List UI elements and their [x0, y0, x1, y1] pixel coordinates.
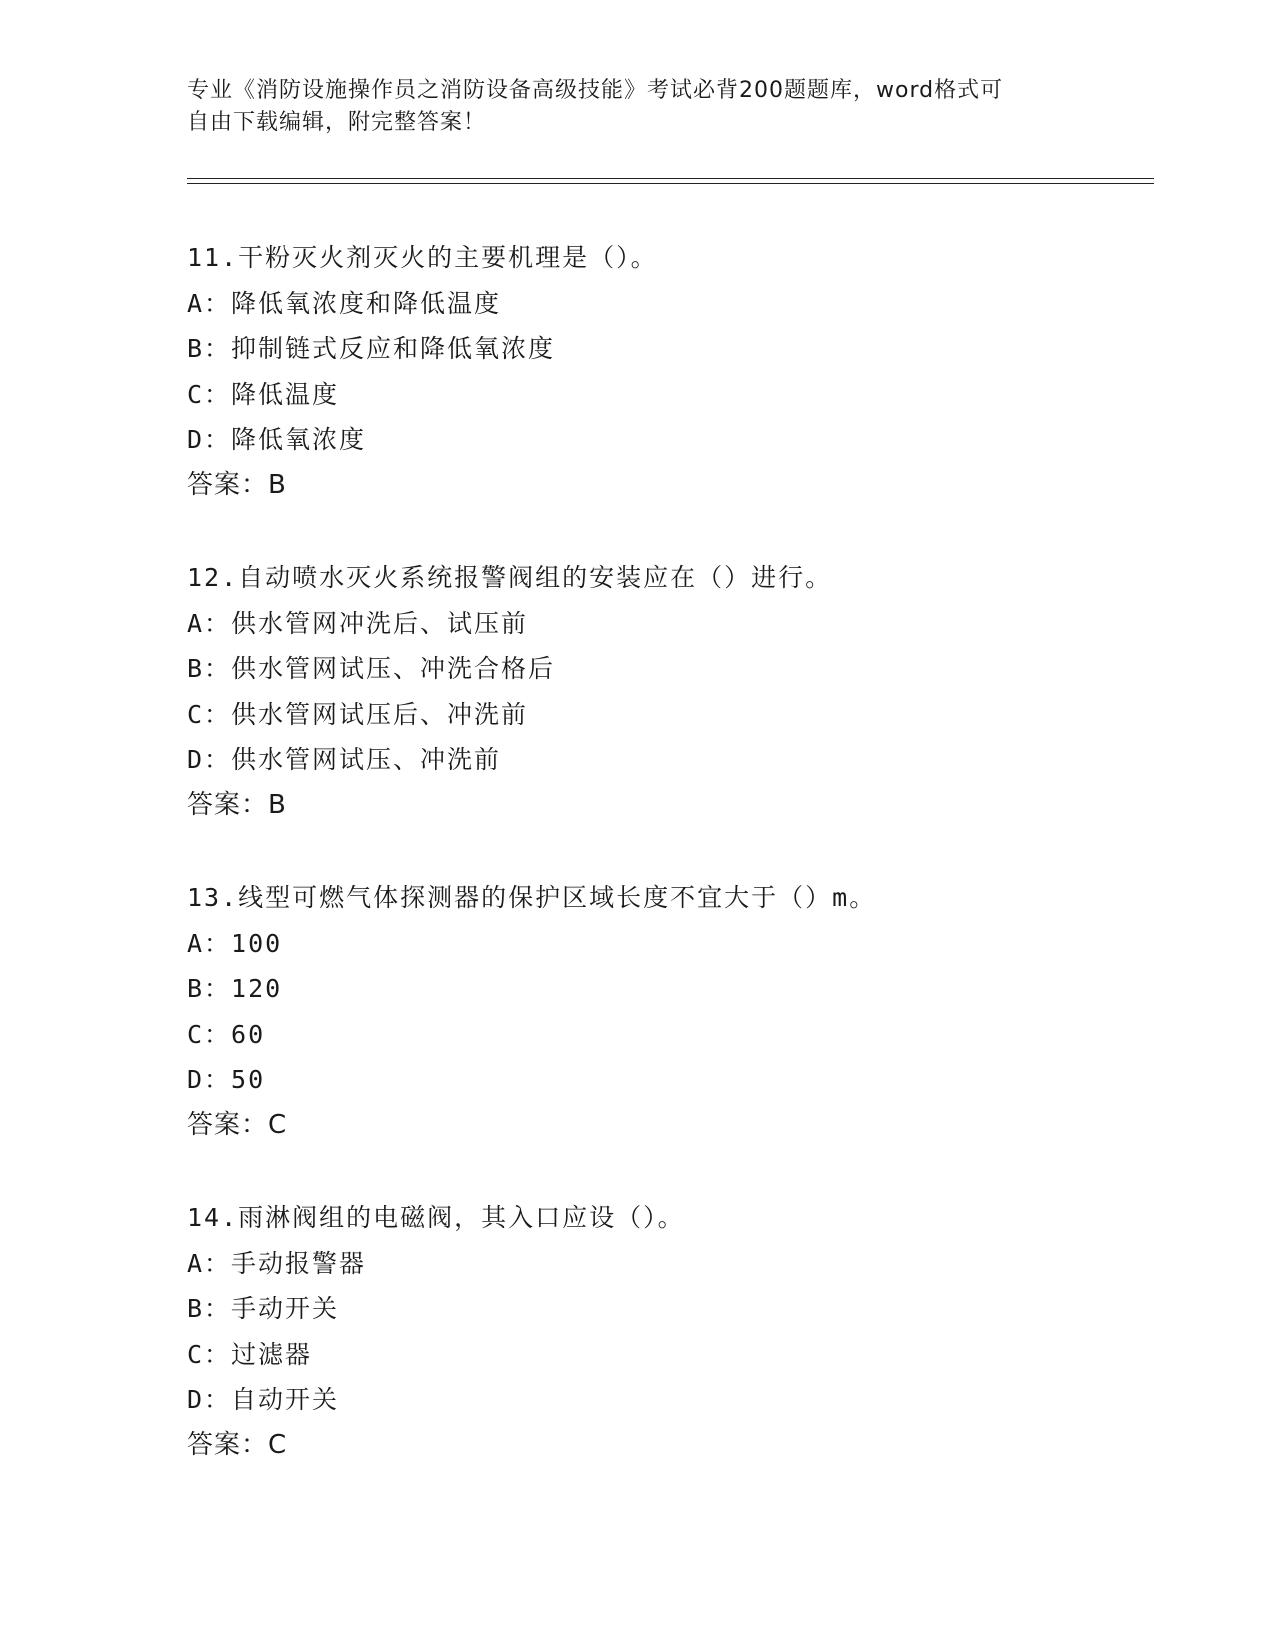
option-a: A：手动报警器: [187, 1248, 367, 1278]
answer-line: 答案：B: [187, 789, 287, 820]
question-13: [187, 875, 1147, 1195]
option-b: B：抑制链式反应和降低氧浓度: [187, 334, 556, 364]
question-stem: 11.干粉灭火剂灭火的主要机理是（）。: [187, 243, 658, 272]
header-line-1: 专业《消防设施操作员之消防设备高级技能》考试必背200题题库，word格式可: [187, 78, 1004, 103]
option-d: D：供水管网试压、冲洗前: [187, 745, 502, 775]
option-c: C：降低温度: [187, 379, 340, 409]
option-a: A：降低氧浓度和降低温度: [187, 288, 502, 318]
option-d: D：50: [187, 1065, 266, 1095]
question-14: [187, 1195, 1147, 1515]
question-list: [187, 235, 1147, 1515]
question-11: [187, 235, 1147, 555]
header-divider-top: [187, 178, 1154, 179]
header-divider-bottom: [187, 183, 1154, 184]
answer-line: 答案：C: [187, 1109, 288, 1140]
option-d: D：降低氧浓度: [187, 425, 367, 455]
header-line-2: 自由下载编辑，附完整答案！: [187, 110, 487, 135]
option-b: B：120: [187, 974, 283, 1004]
option-d: D：自动开关: [187, 1385, 340, 1415]
answer-line: 答案：B: [187, 469, 287, 500]
option-c: C：供水管网试压后、冲洗前: [187, 699, 529, 729]
option-c: C：过滤器: [187, 1339, 313, 1369]
question-stem: 12.自动喷水灭火系统报警阀组的安装应在（）进行。: [187, 563, 833, 592]
document-header: [187, 75, 1067, 139]
option-c: C：60: [187, 1019, 266, 1049]
option-b: B：供水管网试压、冲洗合格后: [187, 654, 556, 684]
option-a: A：供水管网冲洗后、试压前: [187, 608, 529, 638]
option-b: B：手动开关: [187, 1294, 340, 1324]
answer-line: 答案：C: [187, 1429, 288, 1460]
question-12: [187, 555, 1147, 875]
question-stem: 14.雨淋阀组的电磁阀，其入口应设（）。: [187, 1203, 685, 1232]
option-a: A：100: [187, 928, 283, 958]
question-stem: 13.线型可燃气体探测器的保护区域长度不宜大于（）m。: [187, 883, 877, 912]
